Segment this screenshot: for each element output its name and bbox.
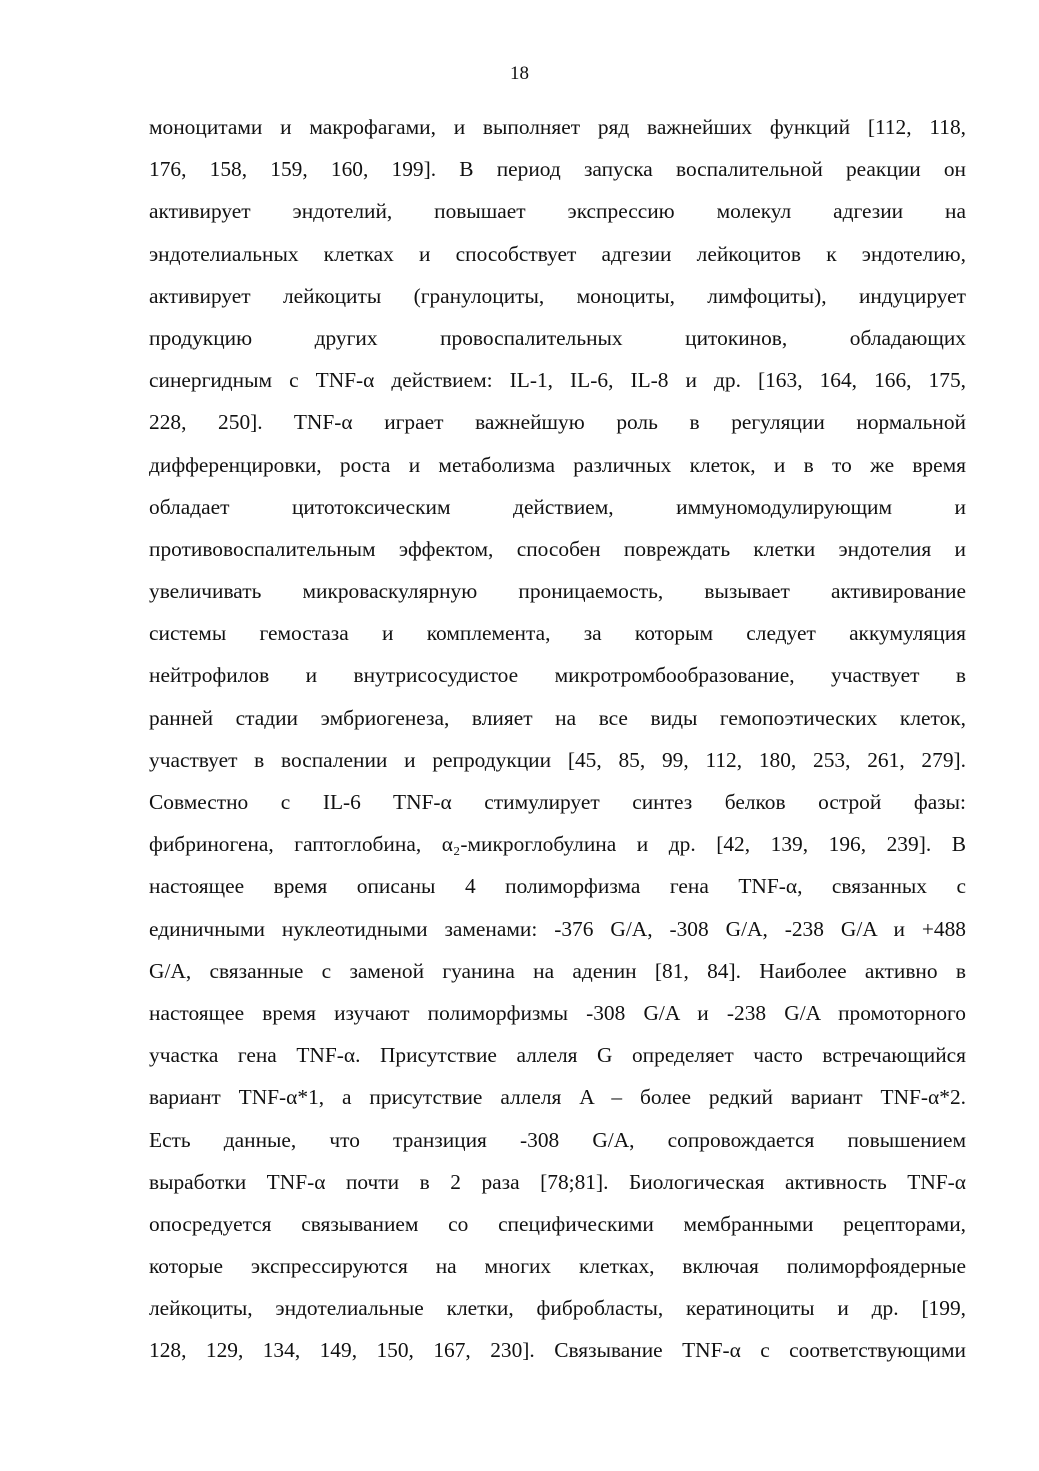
text-line: обладает цитотоксическим действием, иммуномодулирующим и [149, 494, 966, 519]
text-line: которые экспрессируются на многих клетках, включая полиморфоядерные [149, 1254, 966, 1279]
text-line: дифференцировки, роста и метаболизма различных клеток, и в то же время [149, 452, 966, 477]
text-line: активирует эндотелий, повышает экспрессию молекул адгезии на [149, 199, 966, 224]
text-line: вариант TNF-α*1, а присутствие аллеля A – более редкий вариант TNF-α*2. [149, 1085, 966, 1110]
text-line: опосредуется связыванием со специфическими мембранными рецепторами, [149, 1211, 966, 1236]
text-line: 128, 129, 134, 149, 150, 167, 230]. Связывание TNF-α с соответствующими [149, 1338, 966, 1363]
text-line: увеличивать микроваскулярную проницаемость, вызывает активирование [149, 579, 966, 604]
text-line: Совместно с IL-6 TNF-α стимулирует синтез белков острой фазы: [149, 790, 966, 814]
text-line: выработки TNF-α почти в 2 раза [78;81]. Биологическая активность TNF-α [149, 1169, 966, 1194]
page-number: 18 [510, 63, 529, 84]
text-line: нейтрофилов и внутрисосудистое микротромбообразование, участвует в [149, 663, 966, 688]
text-line: ранней стадии эмбриогенеза, влияет на все виды гемопоэтических клеток, [149, 705, 966, 730]
text-line: Есть данные, что транзиция -308 G/A, сопровождается повышением [149, 1127, 966, 1152]
text-line: эндотелиальных клетках и способствует адгезии лейкоцитов к эндотелию, [149, 241, 966, 266]
body-text [149, 106, 966, 1372]
text-line: 228, 250]. TNF-α играет важнейшую роль в регуляции нормальной [149, 410, 966, 435]
text-line: участка гена TNF-α. Присутствие аллеля G определяет часто встречающийся [149, 1043, 966, 1068]
text-line: единичными нуклеотидными заменами: -376 G/A, -308 G/A, -238 G/A и +488 [149, 916, 966, 941]
text-line: системы гемостаза и комплемента, за которым следует аккумуляция [149, 621, 966, 646]
text-line: настоящее время изучают полиморфизмы -308 G/A и -238 G/A промоторного [149, 1000, 966, 1025]
text-line: продукцию других провоспалительных цитокинов, обладающих [149, 325, 966, 350]
text-line: синергидным с TNF-α действием: IL-1, IL-6, IL-8 и др. [163, 164, 166, 175, [149, 368, 966, 393]
text-line: участвует в воспалении и репродукции [45, 85, 99, 112, 180, 253, 261, 279]. [149, 747, 966, 772]
text-line: фибриногена, гаптоглобина, α₂-микроглобулина и др. [42, 139, 196, 239]. В [149, 832, 966, 857]
text-line: активирует лейкоциты (гранулоциты, моноциты, лимфоциты), индуцирует [149, 283, 966, 308]
text-line: настоящее время описаны 4 полиморфизма гена TNF-α, связанных с [149, 874, 966, 899]
text-line: G/A, связанные с заменой гуанина на аденин [81, 84]. Наиболее активно в [149, 958, 966, 983]
text-line: лейкоциты, эндотелиальные клетки, фибробласты, кератиноциты и др. [199, [149, 1296, 966, 1321]
text-line: моноцитами и макрофагами, и выполняет ряд важнейших функций [112, 118, [149, 115, 966, 139]
text-line: 176, 158, 159, 160, 199]. В период запуска воспалительной реакции он [149, 157, 966, 182]
text-line: противовоспалительным эффектом, способен повреждать клетки эндотелия и [149, 536, 966, 561]
